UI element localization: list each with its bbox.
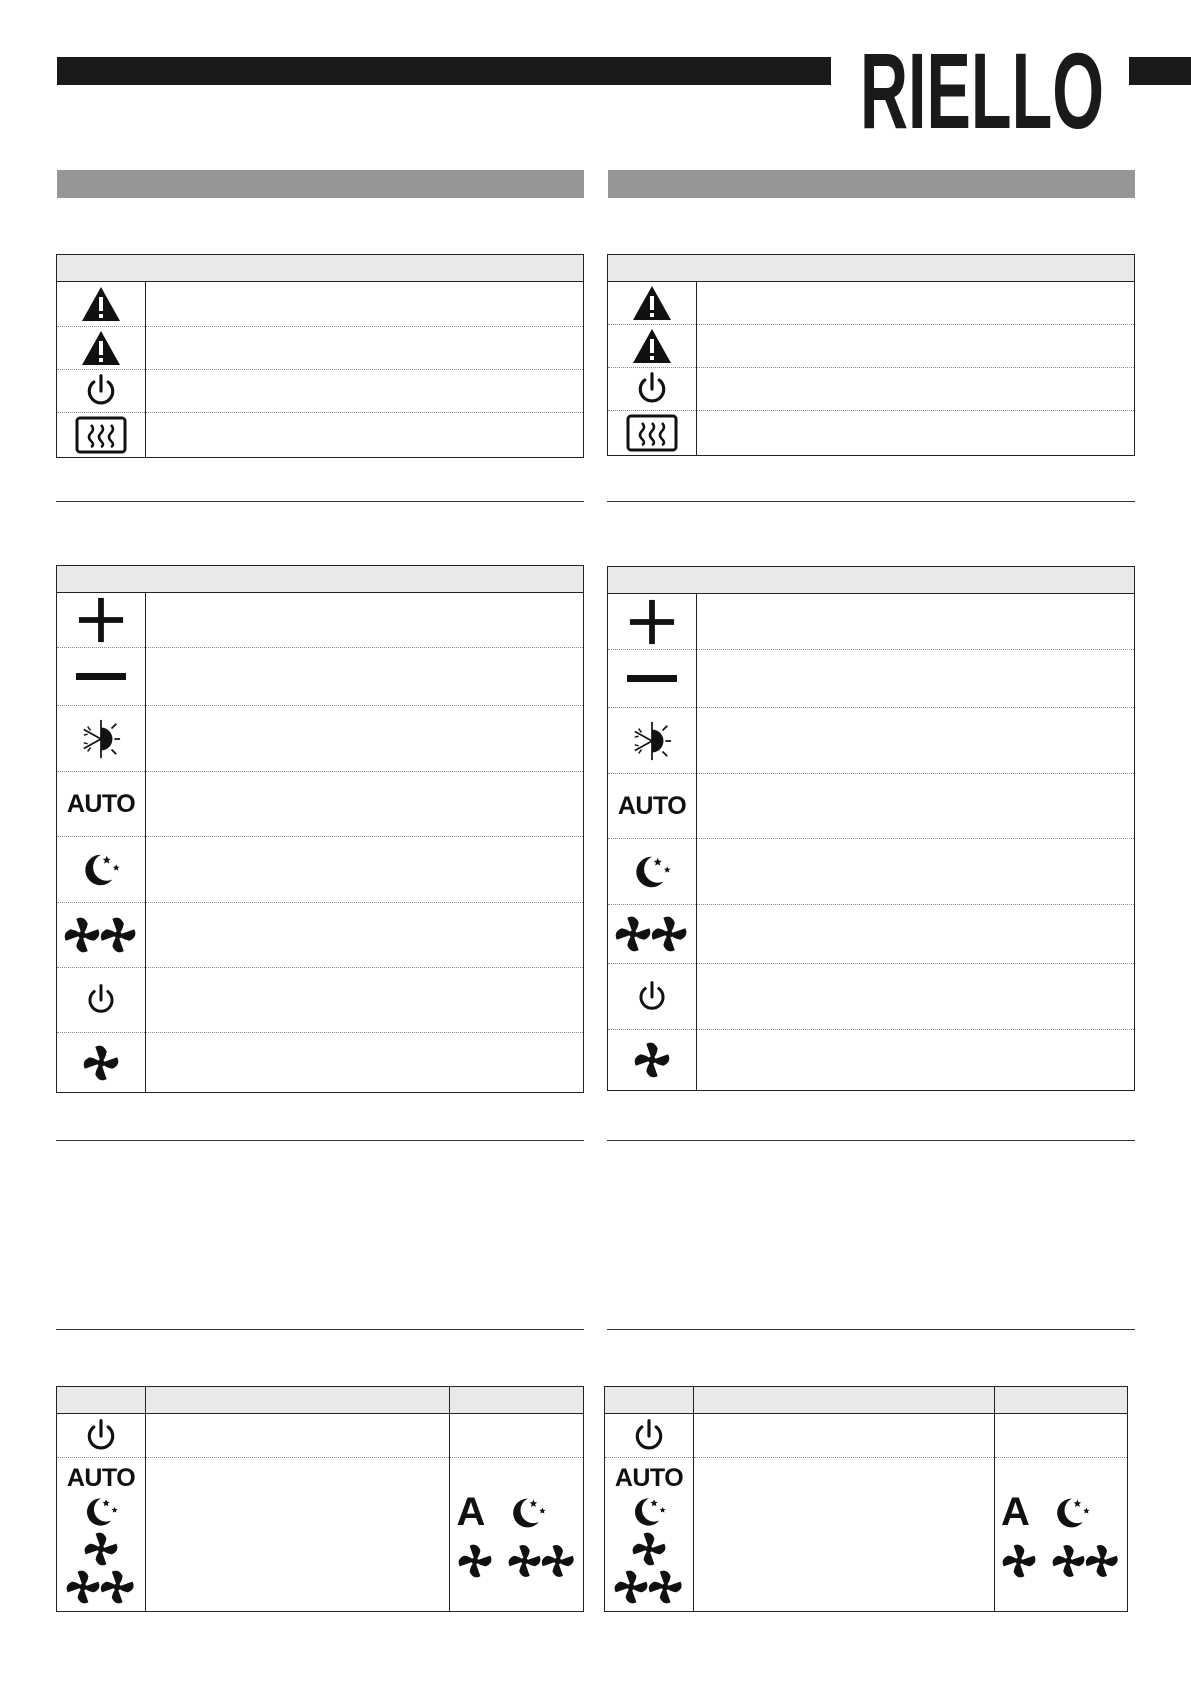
fan-icon [631, 1531, 667, 1567]
fan-icon [457, 1543, 493, 1579]
riello-logo [860, 40, 1110, 138]
double-fan-icon [507, 1543, 577, 1579]
auto-icon: AUTO [617, 791, 687, 820]
auto-icon: AUTO [66, 1464, 136, 1492]
left-button-table [56, 565, 584, 1093]
table-row [57, 282, 146, 327]
fan-icon [82, 1044, 120, 1082]
left-section-bar [57, 170, 584, 198]
auto-icon: AUTO [66, 789, 136, 818]
auto-letter-icon: A [1001, 1490, 1030, 1534]
power-icon [84, 983, 118, 1017]
power-icon [83, 1418, 119, 1454]
table-row [57, 413, 146, 458]
night-icon [507, 1495, 549, 1531]
left-indicator-table [56, 254, 584, 458]
double-fan-icon [63, 916, 139, 954]
divider [56, 1140, 584, 1141]
warning-icon [632, 285, 672, 321]
header-bar-right [1129, 57, 1191, 85]
table-header [608, 567, 1135, 594]
right-status-table [604, 1386, 1128, 1612]
right-indicator-table [607, 254, 1135, 456]
header-bar [57, 57, 831, 85]
divider [607, 1140, 1135, 1141]
table-header [57, 566, 584, 593]
fan-icon [83, 1531, 119, 1567]
mode-icon [631, 720, 673, 762]
double-fan-icon [614, 915, 690, 953]
mode-icon [80, 718, 122, 760]
minus-icon [627, 674, 677, 684]
night-icon [1051, 1495, 1093, 1531]
double-fan-icon [65, 1569, 137, 1605]
night-icon [631, 853, 673, 891]
divider [607, 501, 1135, 502]
divider [607, 1329, 1135, 1330]
left-status-table [56, 1386, 584, 1612]
night-icon [629, 1495, 669, 1529]
divider [56, 501, 584, 502]
auto-icon: AUTO [614, 1464, 684, 1492]
fan-icon [1001, 1543, 1037, 1579]
plus-icon [628, 598, 676, 646]
table-row [57, 327, 146, 370]
fan-icon [633, 1041, 671, 1079]
power-icon [83, 373, 119, 409]
divider [56, 1329, 584, 1330]
table-header [608, 255, 1135, 282]
table-header [57, 255, 584, 282]
auto-letter-icon: A [456, 1490, 486, 1534]
plus-icon [77, 596, 125, 644]
minus-icon [76, 672, 126, 682]
double-fan-icon [613, 1569, 685, 1605]
warning-icon [81, 286, 121, 322]
heater-icon [75, 416, 127, 454]
power-icon [634, 371, 670, 407]
warning-icon [632, 328, 672, 364]
svg-text:RIELLO: RIELLO [860, 40, 1104, 138]
table-row [57, 370, 146, 413]
power-icon [635, 980, 669, 1014]
right-button-table [607, 566, 1135, 1091]
night-icon [80, 851, 122, 889]
heater-icon [626, 414, 678, 452]
right-section-bar [608, 170, 1135, 198]
night-icon [81, 1495, 121, 1529]
power-icon [631, 1418, 667, 1454]
warning-icon [81, 330, 121, 366]
double-fan-icon [1051, 1543, 1121, 1579]
